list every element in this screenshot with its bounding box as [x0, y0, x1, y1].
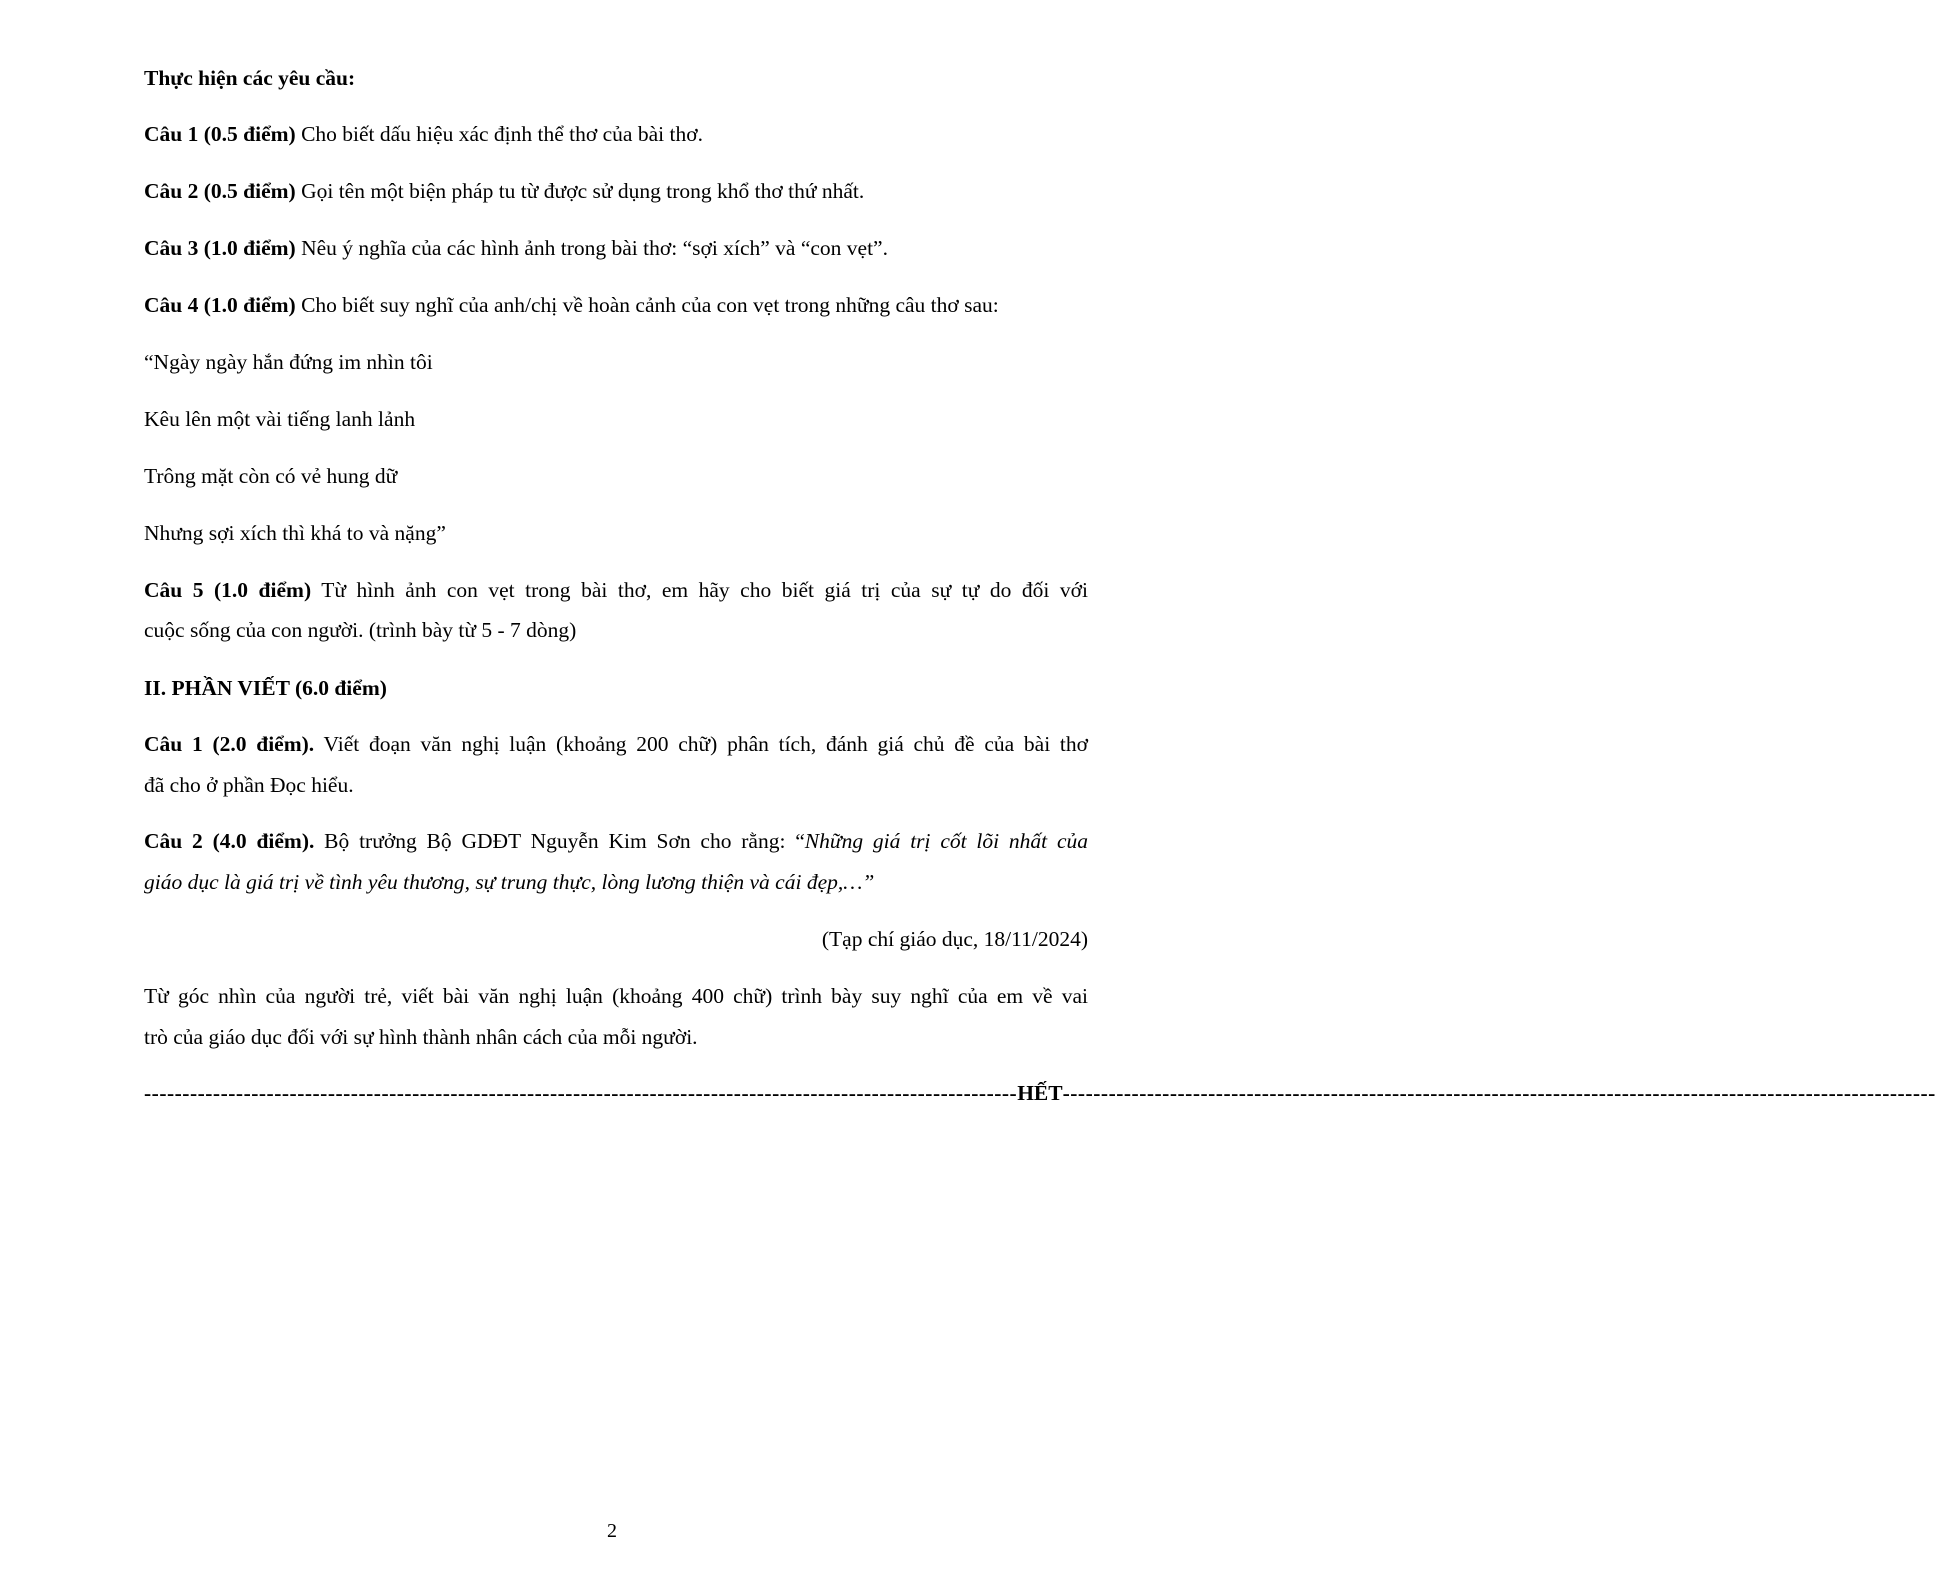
intro-heading: Thực hiện các yêu cầu:	[144, 66, 356, 90]
reading-question-1	[144, 121, 1088, 147]
question-label: Câu 3 (1.0 điểm)	[144, 236, 296, 260]
question-label: Câu 1 (0.5 điểm)	[144, 122, 296, 146]
writing-task-line1: Từ góc nhìn của người trẻ, viết bài văn nghị luận (khoảng 400 chữ) trình bày suy nghĩ của em về vai	[144, 984, 1088, 1008]
question-label: Câu 1 (2.0 điểm).	[144, 732, 315, 756]
quote-text: Những giá trị cốt lõi nhất của	[804, 829, 1088, 853]
question-text: Cho biết dấu hiệu xác định thể thơ của bài thơ.	[295, 122, 703, 146]
poem-line: Kêu lên một vài tiếng lanh lảnh	[144, 407, 416, 431]
writing-question-1-line2: đã cho ở phần Đọc hiểu.	[144, 773, 354, 797]
poem-line: Trông mặt còn có vẻ hung dữ	[144, 464, 398, 488]
question-text: Bộ trưởng Bộ GDĐT Nguyễn Kim Sơn cho rằng: “	[314, 829, 805, 853]
reading-question-5-line2: cuộc sống của con người. (trình bày từ 5 - 7 dòng)	[144, 618, 577, 642]
writing-task-line2: trò của giáo dục đối với sự hình thành nhân cách của mỗi người.	[144, 1025, 698, 1049]
question-text: Nêu ý nghĩa của các hình ảnh trong bài thơ: “sợi xích” và “con vẹt”.	[295, 236, 888, 260]
question-label: Câu 5 (1.0 điểm)	[144, 578, 312, 602]
divider-dashes-right: ------------------------------------------------------------------------------------------------------------------	[1062, 1081, 1936, 1105]
page-number: 2	[607, 1520, 617, 1542]
poem-line: “Ngày ngày hắn đứng im nhìn tôi	[144, 350, 433, 374]
question-label: Câu 4 (1.0 điểm)	[144, 293, 296, 317]
end-divider	[144, 1080, 1936, 1106]
question-text: Cho biết suy nghĩ của anh/chị về hoàn cảnh của con vẹt trong những câu thơ sau:	[295, 293, 999, 317]
reading-question-2	[144, 178, 1088, 204]
reading-question-3	[144, 235, 1088, 261]
reading-question-5-line1	[144, 577, 1088, 603]
writing-question-2-line1	[144, 828, 1088, 854]
writing-question-2-quote-line2: giáo dục là giá trị về tình yêu thương, sự trung thực, lòng lương thiện và cái đẹp,…”	[144, 870, 875, 894]
reading-question-4	[144, 292, 1088, 318]
divider-dashes-left: ------------------------------------------------------------------------------------------------------------------	[144, 1081, 1018, 1105]
question-text: Gọi tên một biện pháp tu từ được sử dụng trong khổ thơ thứ nhất.	[295, 179, 865, 203]
writing-question-1-line1	[144, 731, 1088, 757]
question-label: Câu 2 (0.5 điểm)	[144, 179, 296, 203]
section-2-title: II. PHẦN VIẾT (6.0 điểm)	[144, 676, 387, 700]
question-text: Viết đoạn văn nghị luận (khoảng 200 chữ) phân tích, đánh giá chủ đề của bài thơ	[314, 732, 1089, 756]
end-marker: HẾT	[1017, 1081, 1063, 1105]
question-label: Câu 2 (4.0 điểm).	[144, 829, 315, 853]
question-text: Từ hình ảnh con vẹt trong bài thơ, em hãy cho biết giá trị của sự tự do đối với	[311, 578, 1088, 602]
document-page	[144, 0, 1936, 1584]
poem-line: Nhưng sợi xích thì khá to và nặng”	[144, 521, 446, 545]
quote-source: (Tạp chí giáo dục, 18/11/2024)	[821, 927, 1088, 951]
